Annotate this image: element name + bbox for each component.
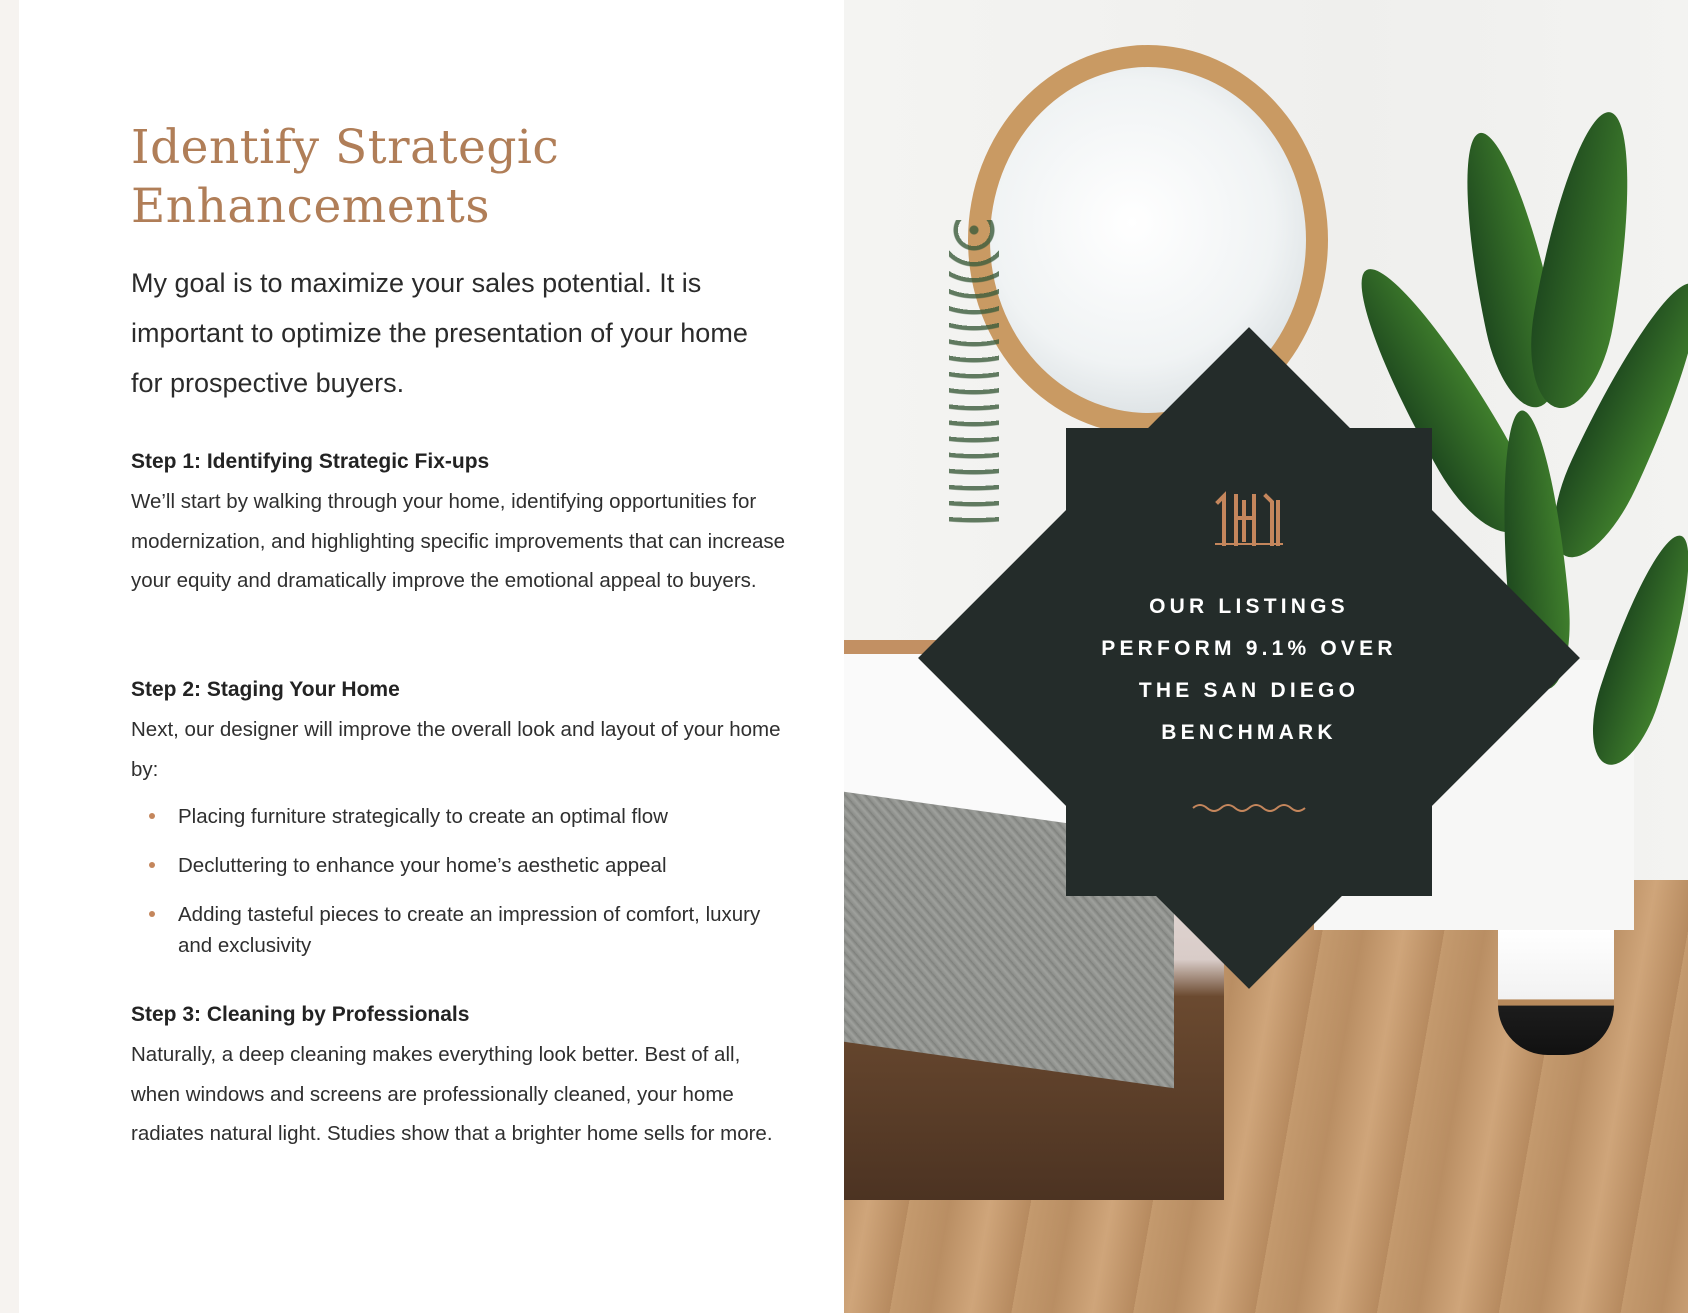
bullet-dot-icon (149, 862, 155, 868)
step-2-section (131, 676, 791, 979)
badge-line-4: BENCHMARK (1161, 721, 1337, 744)
step-1-section (131, 448, 791, 601)
stat-badge (1066, 480, 1432, 814)
badge-statement (1066, 586, 1432, 754)
list-item (131, 850, 791, 881)
title-line-2: Enhancements (131, 179, 490, 234)
badge-line-2: PERFORM 9.1% OVER (1101, 637, 1397, 660)
plant-pot-image (1498, 930, 1614, 1055)
badge-line-1: OUR LISTINGS (1149, 595, 1349, 618)
bullet-dot-icon (149, 813, 155, 819)
step-3-section (131, 1001, 791, 1154)
list-item (131, 801, 791, 832)
step-2-heading: Step 2: Staging Your Home (131, 678, 400, 701)
title-line-1: Identify Strategic (131, 120, 560, 175)
bullet-text: Decluttering to enhance your home’s aesthetic appeal (178, 854, 667, 877)
list-item (131, 899, 791, 961)
step-1-heading: Step 1: Identifying Strategic Fix-ups (131, 450, 490, 473)
page-title (131, 118, 771, 236)
step-3-heading: Step 3: Cleaning by Professionals (131, 1003, 470, 1026)
wave-divider-icon (1191, 802, 1307, 814)
lead-paragraph: My goal is to maximize your sales potential. It is important to optimize the presentation of your home for prospective buyers. (131, 268, 748, 398)
hh-monogram-icon (1214, 490, 1284, 546)
step-2-body: Next, our designer will improve the overall look and layout of your home by: (131, 718, 781, 781)
hanging-ivy-image (949, 220, 999, 530)
staging-bullet-list (131, 801, 791, 961)
bullet-dot-icon (149, 911, 155, 917)
step-1-body: We’ll start by walking through your home, identifying opportunities for modernization, and highlighting specific improvements that can increase your equity and dramatically improve the emotional appeal to buyers. (131, 490, 786, 592)
bullet-text: Adding tasteful pieces to create an impression of comfort, luxury and exclusivity (178, 903, 761, 957)
step-3-body: Naturally, a deep cleaning makes everything look better. Best of all, when windows and screens are professionally cleaned, your home radiates natural light. Studies show that a brighter home sells for more. (131, 1043, 773, 1145)
bullet-text: Placing furniture strategically to create an optimal flow (178, 805, 668, 828)
badge-line-3: THE SAN DIEGO (1138, 679, 1360, 702)
